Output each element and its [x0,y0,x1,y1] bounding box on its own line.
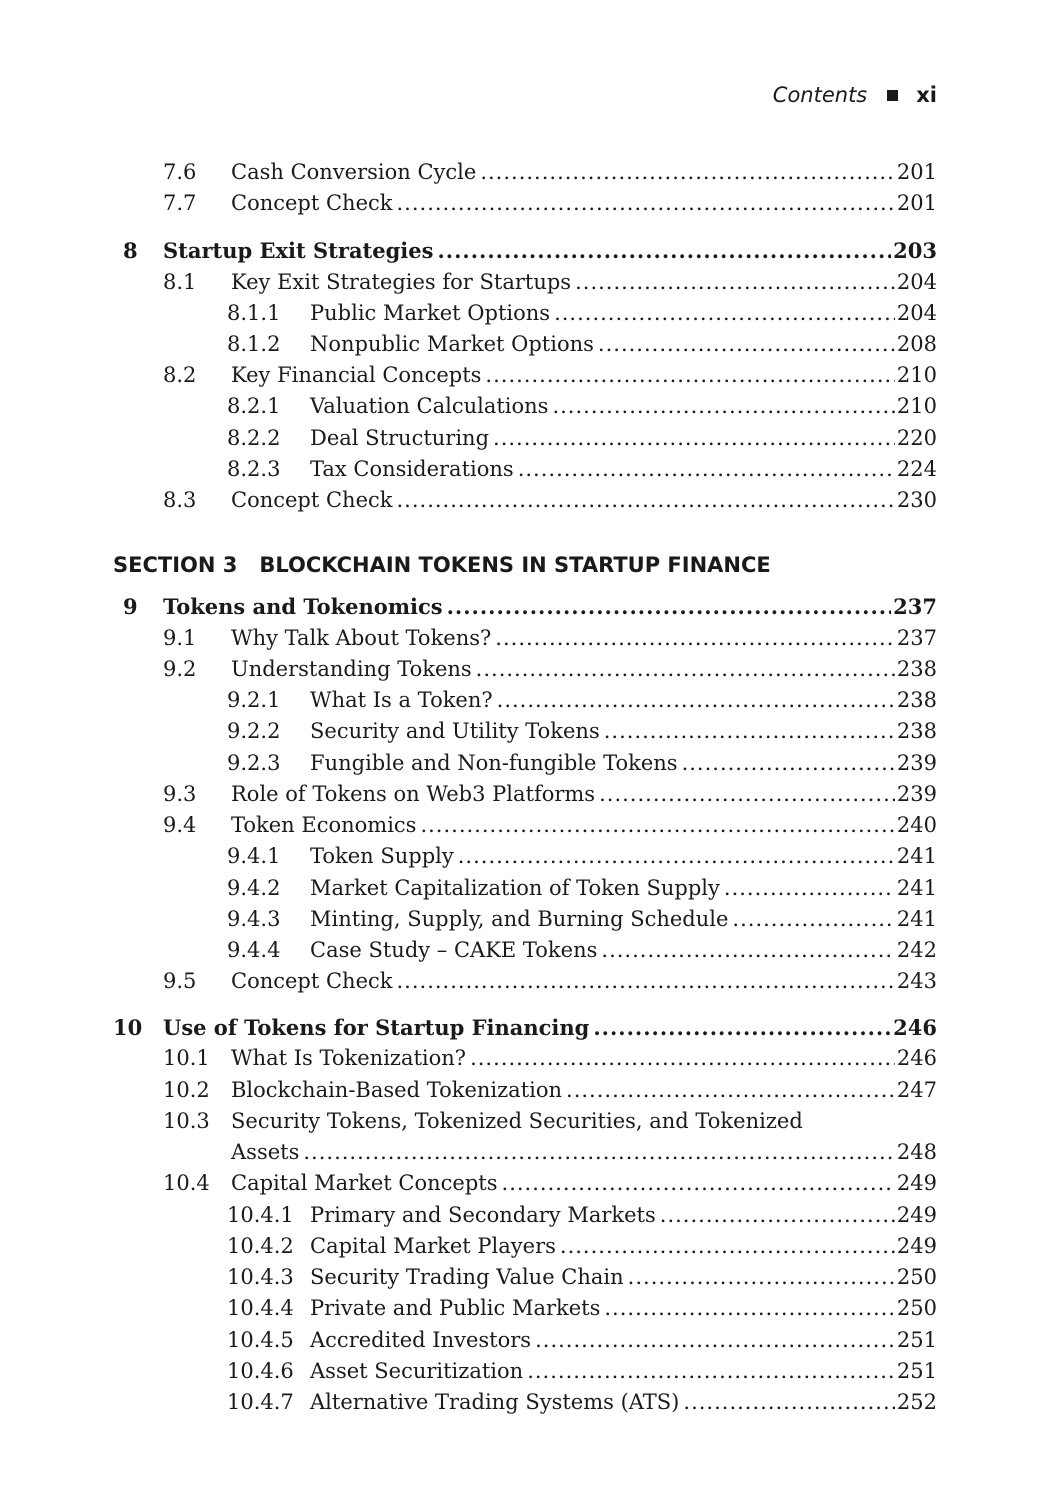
toc-subentry[interactable] [0,1387,1050,1418]
section-title: BLOCKCHAIN TOKENS IN STARTUP FINANCE [259,553,771,577]
leader-dots [575,267,895,298]
entry-number: 10.4 [163,1171,210,1195]
toc-subentry[interactable] [0,685,1050,716]
entry-page: 249 [896,1234,937,1258]
toc-entry[interactable] [0,654,1050,685]
header-title: Contents [772,83,868,107]
toc-entry[interactable] [0,779,1050,810]
entry-title: Why Talk About Tokens? [231,626,492,650]
toc-entry[interactable] [0,966,1050,997]
toc-entry[interactable] [0,810,1050,841]
entry-page: 251 [896,1328,937,1352]
header-page-number: xi [916,83,937,107]
entry-number: 7.7 [163,191,197,215]
leader-dots [497,685,895,716]
entry-title: Tax Considerations [310,457,514,481]
entry-number: 9.4.1 [227,844,281,868]
entry-number: 8.2.2 [227,426,281,450]
entry-number: 10.4.6 [227,1359,294,1383]
entry-title: Private and Public Markets [310,1296,601,1320]
entry-page: 243 [896,969,937,993]
entry-page: 252 [896,1390,937,1414]
entry-page: 201 [896,160,937,184]
entry-title: Asset Securitization [310,1359,524,1383]
entry-page: 241 [896,876,937,900]
leader-dots [732,904,894,935]
entry-title: Minting, Supply, and Burning Schedule [310,907,729,931]
leader-dots [527,1356,895,1387]
entry-title: Concept Check [231,191,393,215]
chapter-number: 10 [113,1015,143,1040]
toc-subentry[interactable] [0,904,1050,935]
leader-dots [683,1387,895,1418]
entry-title: Case Study – CAKE Tokens [310,938,598,962]
leader-dots [458,841,895,872]
entry-number: 9.3 [163,782,197,806]
entry-page: 204 [896,301,937,325]
entry-title: Key Exit Strategies for Startups [231,270,572,294]
entry-number: 8.1.1 [227,301,281,325]
entry-page: 220 [896,426,937,450]
leader-dots [599,779,895,810]
entry-title: Concept Check [231,488,393,512]
entry-number: 7.6 [163,160,197,184]
entry-title: Security and Utility Tokens [310,719,600,743]
entry-page: 210 [896,394,937,418]
entry-page: 248 [896,1140,937,1164]
entry-number: 8.3 [163,488,197,512]
toc-subentry[interactable] [0,423,1050,454]
entry-page: 250 [896,1265,937,1289]
entry-number: 10.4.5 [227,1328,294,1352]
leader-dots [470,1043,895,1074]
leader-dots [560,1231,895,1262]
entry-title: Capital Market Concepts [231,1171,498,1195]
section-number: SECTION 3 [113,553,238,577]
entry-title: Deal Structuring [310,426,490,450]
entry-number: 10.4.7 [227,1390,294,1414]
entry-title: Key Financial Concepts [231,363,482,387]
toc-subentry[interactable] [0,1293,1050,1324]
entry-title: Token Supply [310,844,454,868]
leader-dots [660,1200,895,1231]
chapter-number: 9 [123,594,138,619]
entry-title: Blockchain-Based Tokenization [231,1078,563,1102]
leader-dots [493,423,895,454]
entry-title: Accredited Investors [310,1328,532,1352]
entry-number: 9.4.4 [227,938,281,962]
toc-entry[interactable] [0,267,1050,298]
toc-chapter[interactable] [0,591,1050,622]
toc-entry[interactable] [0,623,1050,654]
leader-dots [420,810,894,841]
entry-title-continued: Assets [231,1140,300,1164]
entry-page: 250 [896,1296,937,1320]
entry-page: 249 [896,1171,937,1195]
entry-number: 10.4.3 [227,1265,294,1289]
entry-page: 247 [896,1078,937,1102]
leader-dots [628,1262,895,1293]
entry-title: Public Market Options [310,301,551,325]
entry-page: 237 [896,626,937,650]
entry-title: Primary and Secondary Markets [310,1203,656,1227]
entry-page: 210 [896,363,937,387]
entry-title: Valuation Calculations [310,394,549,418]
entry-number: 9.2.2 [227,719,281,743]
entry-page: 230 [896,488,937,512]
leader-dots [437,235,891,266]
toc-subentry[interactable] [0,329,1050,360]
toc-subentry[interactable] [0,1200,1050,1231]
toc-entry[interactable] [0,485,1050,516]
leader-dots [593,1012,891,1043]
leader-dots [447,591,892,622]
toc-entry[interactable] [0,360,1050,391]
leader-dots [535,1325,895,1356]
toc-chapter[interactable] [0,1012,1050,1043]
leader-dots [554,298,895,329]
toc-entry[interactable] [0,1075,1050,1106]
entry-page: 241 [896,844,937,868]
entry-title: Cash Conversion Cycle [231,160,477,184]
entry-number: 8.2.1 [227,394,281,418]
chapter-number: 8 [123,238,138,263]
toc-entry[interactable] [0,157,1050,188]
entry-page: 240 [896,813,937,837]
entry-number: 8.2.3 [227,457,281,481]
chapter-title: Tokens and Tokenomics [163,594,443,619]
entry-title: Market Capitalization of Token Supply [310,876,720,900]
entry-number: 8.1.2 [227,332,281,356]
toc-subentry[interactable] [0,391,1050,422]
toc-entry[interactable] [0,1043,1050,1074]
entry-number: 9.2.3 [227,751,281,775]
entry-page: 208 [896,332,937,356]
entry-number: 9.5 [163,969,197,993]
toc-subentry[interactable] [0,748,1050,779]
entry-number: 10.1 [163,1046,210,1070]
entry-number: 9.4.2 [227,876,281,900]
entry-title: Role of Tokens on Web3 Platforms [231,782,596,806]
toc-subentry[interactable] [0,1325,1050,1356]
leader-dots [480,157,895,188]
leader-dots [397,188,895,219]
entry-page: 238 [896,719,937,743]
entry-number: 10.3 [163,1109,210,1133]
leader-dots [604,1293,895,1324]
entry-title: What Is Tokenization? [231,1046,467,1070]
leader-dots [502,1168,895,1199]
leader-dots [485,360,894,391]
section-heading [113,548,771,582]
entry-page: 239 [896,782,937,806]
toc-subentry[interactable] [0,841,1050,872]
entry-title: Token Economics [231,813,417,837]
toc-subentry[interactable] [0,1356,1050,1387]
entry-number: 10.4.1 [227,1203,294,1227]
entry-title: Alternative Trading Systems (ATS) [310,1390,680,1414]
entry-page: 242 [896,938,937,962]
entry-number: 9.2 [163,657,197,681]
entry-page: 251 [896,1359,937,1383]
entry-number: 9.1 [163,626,197,650]
entry-number: 9.2.1 [227,688,281,712]
leader-dots [303,1137,895,1168]
entry-title: Capital Market Players [310,1234,556,1258]
chapter-page: 237 [893,594,937,619]
entry-title: Security Trading Value Chain [310,1265,624,1289]
toc-chapter[interactable] [0,235,1050,266]
entry-page: 224 [896,457,937,481]
entry-page: 241 [896,907,937,931]
chapter-page: 246 [893,1015,937,1040]
toc-subentry[interactable] [0,298,1050,329]
toc-entry[interactable] [0,188,1050,219]
chapter-title: Use of Tokens for Startup Financing [163,1015,590,1040]
entry-page: 238 [896,657,937,681]
entry-number: 10.2 [163,1078,210,1102]
leader-dots [518,454,895,485]
toc-entry[interactable] [0,1168,1050,1199]
entry-title: Security Tokens, Tokenized Securities, and Tokenized [231,1109,803,1133]
toc-entry-continuation[interactable] [0,1137,1050,1168]
entry-page: 204 [896,270,937,294]
toc-subentry[interactable] [0,1262,1050,1293]
entry-number: 9.4.3 [227,907,281,931]
leader-dots [682,748,895,779]
chapter-title: Startup Exit Strategies [163,238,434,263]
leader-dots [601,935,895,966]
entry-number: 10.4.2 [227,1234,294,1258]
entry-title: Nonpublic Market Options [310,332,594,356]
entry-number: 10.4.4 [227,1296,294,1320]
chapter-page: 203 [893,238,937,263]
entry-title: What Is a Token? [310,688,493,712]
leader-dots [566,1075,895,1106]
leader-dots [552,391,894,422]
entry-title: Concept Check [231,969,393,993]
leader-dots [598,329,895,360]
toc-subentry[interactable] [0,716,1050,747]
leader-dots [476,654,895,685]
entry-page: 238 [896,688,937,712]
entry-number: 8.1 [163,270,197,294]
entry-page: 246 [896,1046,937,1070]
leader-dots [397,485,895,516]
toc-subentry[interactable] [0,454,1050,485]
leader-dots [724,873,895,904]
toc-entry[interactable] [0,1106,1050,1137]
toc-subentry[interactable] [0,873,1050,904]
toc-subentry[interactable] [0,1231,1050,1262]
leader-dots [604,716,895,747]
entry-number: 9.4 [163,813,197,837]
entry-page: 249 [896,1203,937,1227]
leader-dots [397,966,895,997]
entry-title: Understanding Tokens [231,657,472,681]
entry-page: 239 [896,751,937,775]
entry-page: 201 [896,191,937,215]
entry-number: 8.2 [163,363,197,387]
leader-dots [495,623,895,654]
entry-title: Fungible and Non-fungible Tokens [310,751,678,775]
toc-subentry[interactable] [0,935,1050,966]
